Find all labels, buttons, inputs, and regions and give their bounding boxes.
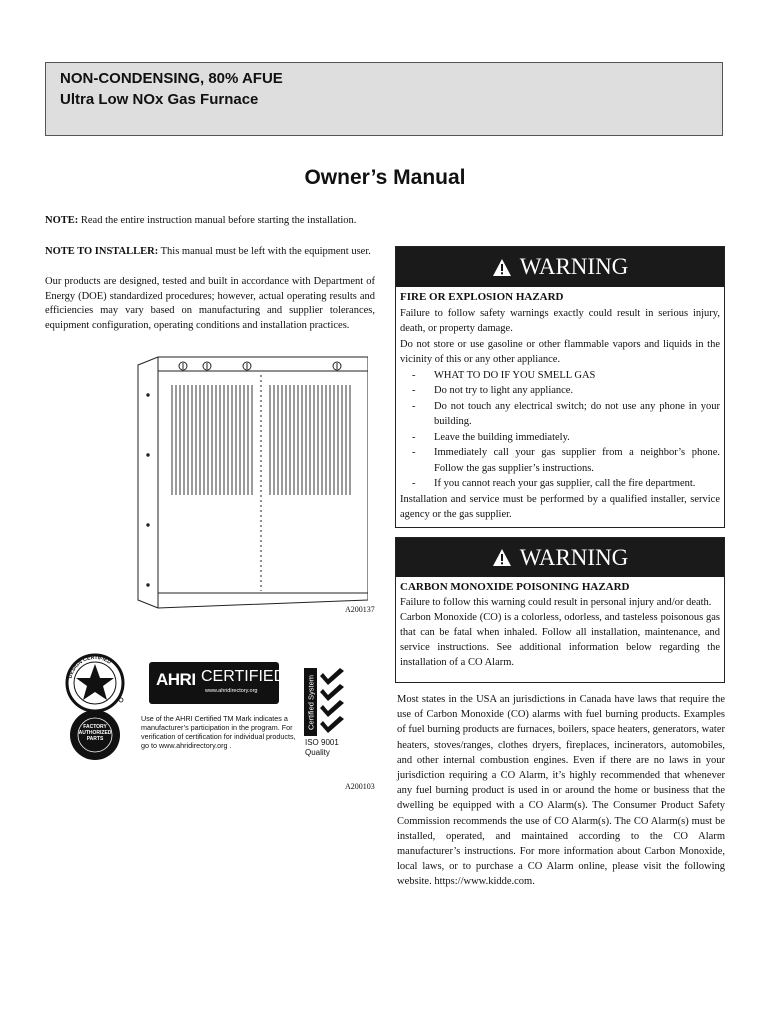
warning-body: [396, 577, 724, 674]
list-item-text: Leave the building immediately.: [434, 431, 570, 443]
warning-header: [396, 247, 724, 287]
svg-text:DESIGN CERTIFIED: [67, 655, 112, 679]
warning-body: [396, 287, 724, 527]
furnace-illustration: [136, 355, 368, 610]
warning-label: WARNING: [519, 544, 629, 570]
co-alarm-paragraph: Most states in the USA an jurisdictions in Canada have laws that require the use of Carbon Monoxide (CO) alarms with fuel burning products. Examples of fuel burning products are furnaces, boilers, space heaters, generators, water heaters, stoves/ranges, clothes dryers, fireplaces, incinerators, automobiles, and other internal combustion engines. Even if there are no laws in your jurisdiction requiring a CO Alarm, it’s highly recommended that whenever any fuel burning product is used in or around the home or business that the dwelling be equipped with a CO Alarm(s). The Consumer Product Safety Commission recommends the use of CO Alarm(s). The CO Alarm(s) must be installed, operated, and maintained according to the CO Alarm manufacturer’s instructions. For more information about Carbon Monoxide, local laws, or to purchase a CO Alarm online, please visit the following website. https://www.kidde.com.: [397, 694, 725, 888]
seal-text: FACTORY AUTHORIZED PARTS: [78, 724, 112, 742]
fire-explosion-warning-box: [395, 246, 725, 528]
list-item: - WHAT TO DO IF YOU SMELL GAS: [400, 368, 720, 384]
note-label: NOTE:: [45, 215, 79, 226]
ahri-certified-logo: [149, 662, 286, 704]
hazard-title: FIRE OR EXPLOSION HAZARD: [400, 291, 564, 303]
ahri-brand: AHRI: [156, 670, 196, 689]
product-type: NON-CONDENSING, 80% AFUE: [60, 70, 283, 87]
warning-label: WARNING: [519, 254, 629, 279]
list-item-text: Do not touch any electrical switch; do not use any phone in your building.: [434, 400, 720, 427]
warning-outro: Installation and service must be performed by a qualified installer, service agency or the gas supplier.: [400, 493, 720, 520]
installer-note-label: NOTE TO INSTALLER:: [45, 246, 159, 257]
list-item: - Leave the building immediately.: [400, 430, 720, 446]
design-certified-ring-text: [64, 652, 126, 714]
furnace-figure-code: A200137: [345, 605, 375, 614]
warning-storage-text: Do not store or use gasoline or other flammable vapors and liquids in the vicinity of this or any other appliance.: [400, 338, 720, 365]
design-certified-label: [64, 652, 126, 714]
list-item-text: Do not try to light any appliance.: [434, 385, 574, 396]
list-item-text: WHAT TO DO IF YOU SMELL GAS: [434, 369, 596, 381]
iso-standard: ISO 9001: [305, 738, 339, 747]
list-item-text: Immediately call your gas supplier from a neighbor’s phone. Follow the gas supplier’s instructions.: [434, 447, 720, 474]
warning-intro: Failure to follow safety warnings exactly could result in serious injury, death, or property damage.: [400, 307, 720, 334]
co-description: Carbon Monoxide (CO) is a colorless, odorless, and tasteless poisonous gas that can be fatal when inhaled. Follow all installation, maintenance, and service instructions. See additional information below regarding the installation of a CO Alarm.: [400, 612, 720, 668]
checkmarks-icon: [320, 668, 350, 736]
product-header: [45, 62, 723, 136]
note-text: Read the entire instruction manual before starting the installation.: [78, 215, 357, 226]
list-item: - Do not touch any electrical switch; do not use any phone in your building.: [400, 399, 720, 430]
warning-header: [396, 538, 724, 577]
carbon-monoxide-warning-box: [395, 537, 725, 683]
list-item: - If you cannot reach your gas supplier, call the fire department.: [400, 476, 720, 492]
gas-smell-list: [400, 368, 720, 492]
iso-vertical-text: Certified System: [306, 674, 316, 731]
list-item: - Do not try to light any appliance.: [400, 383, 720, 399]
list-item: - Immediately call your gas supplier from a neighbor’s phone. Follow the gas supplier’s instructions.: [400, 445, 720, 476]
ahri-certified-word: CERTIFIED: [201, 668, 286, 685]
product-name: Ultra Low NOx Gas Furnace: [60, 91, 259, 108]
hazard-title: CARBON MONOXIDE POISONING HAZARD: [400, 581, 630, 593]
products-paragraph: Our products are designed, tested and built in accordance with Department of Energy (DOE) standardized procedures; however, actual operating results and efficiencies may vary based on manufacturing and supplier tolerances, equipment configuration, operating conditions and installation practices.: [45, 276, 375, 331]
iso-quality: Quality: [305, 748, 330, 757]
warning-triangle-icon: [492, 548, 512, 567]
warning-intro: Failure to follow this warning could result in personal injury and/or death.: [400, 597, 712, 608]
design-certified-text: DESIGN CERTIFIED: [67, 654, 113, 680]
list-item-text: If you cannot reach your gas supplier, call the fire department.: [434, 478, 696, 489]
installer-note-text: This manual must be left with the equipment user.: [158, 246, 371, 257]
ahri-disclaimer: Use of the AHRI Certified TM Mark indicates a manufacturer’s participation in the program. For verification of certification for individual products, go to www.ahridirectory.org .: [141, 714, 296, 750]
installer-note: [45, 245, 375, 260]
logos-figure-code: A200103: [345, 782, 375, 791]
iso-certified-system-logo: [304, 668, 350, 736]
note-paragraph: [45, 214, 385, 229]
warning-triangle-icon: [492, 258, 512, 277]
page-title: Owner’s Manual: [304, 166, 466, 189]
ahri-url: www.ahridirectory.org: [205, 688, 258, 694]
iso-label: [305, 738, 339, 758]
